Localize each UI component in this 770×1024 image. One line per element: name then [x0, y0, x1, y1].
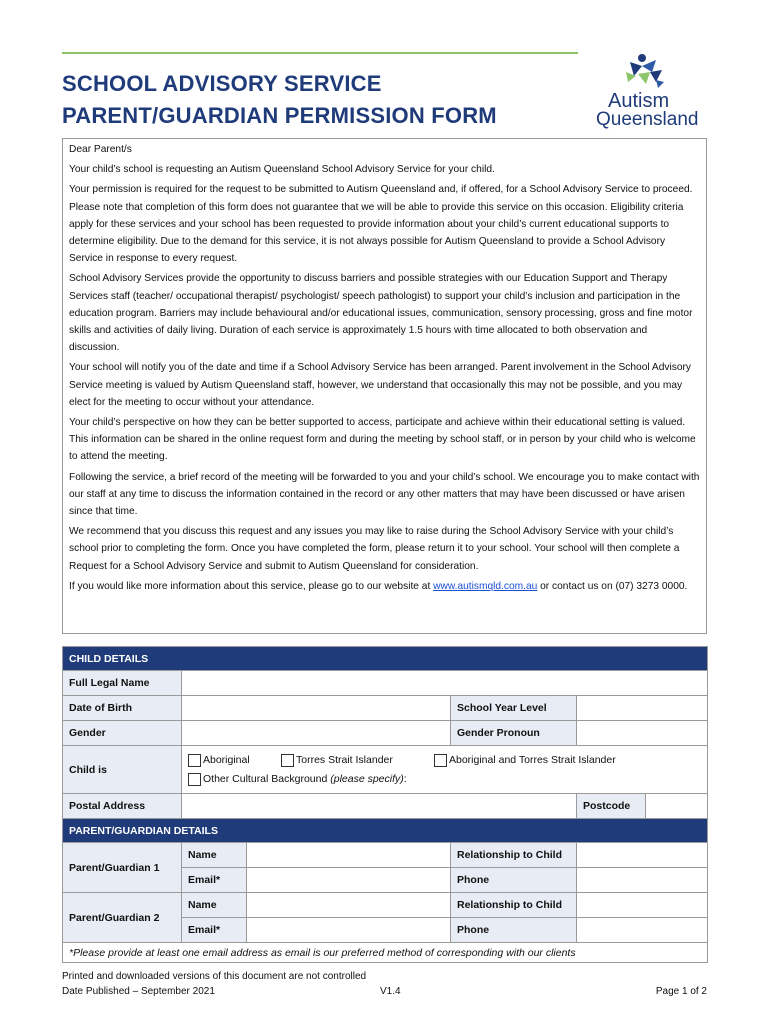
website-link[interactable]: www.autismqld.com.au	[433, 580, 538, 592]
parent-2-email-label: Email*	[182, 918, 247, 943]
logo-text-autism: Autism	[608, 90, 670, 112]
contact-text: If you would like more information about this service, please go to our website at	[69, 580, 434, 592]
intro-letter	[62, 138, 707, 634]
gender-field[interactable]	[182, 721, 451, 746]
footer-control-note: Printed and downloaded versions of this document are not controlled	[62, 971, 367, 982]
parent-1-relationship-label: Relationship to Child	[451, 843, 577, 868]
letter-paragraph: Your permission is required for the request to be submitted to Autism Queensland and, if offered, for a School Advisory Service to proceed. Please note that completion of this form does not guarantee that we will be able to provide this service on this occasion. Eligibility criteria apply for these services and your school has been requested to provide information about your child’s current educational supports to determine eligibility. Due to the demand for this service, it is not always possible for Autism Queensland to provide a School Advisory Service in response to every request.	[69, 184, 693, 265]
details-form-table	[62, 646, 708, 963]
gender-label: Gender	[63, 721, 182, 746]
page-footer	[62, 969, 707, 999]
footer-version: V1.4	[380, 986, 401, 997]
other-background-text: Other Cultural Background	[203, 773, 331, 785]
please-specify-text: (please specify)	[330, 773, 404, 785]
letter-paragraph: Your child’s school is requesting an Autism Queensland School Advisory Service for your child.	[69, 164, 495, 176]
torres-strait-checkbox[interactable]	[281, 754, 294, 767]
footer-date-published: Date Published – September 2021	[62, 986, 215, 997]
postal-address-label: Postal Address	[63, 794, 182, 819]
aboriginal-checkbox[interactable]	[188, 754, 201, 767]
parent-2-phone-field[interactable]	[577, 918, 708, 943]
aboriginal-option-label: Aboriginal	[203, 754, 250, 766]
parent-2-email-field[interactable]	[247, 918, 451, 943]
dob-label: Date of Birth	[63, 696, 182, 721]
pronoun-field[interactable]	[577, 721, 708, 746]
letter-paragraph: Your child’s perspective on how they can be better supported to access, participate and achieve within their educational setting is valued. This information can be shared in the online request form and during the meeting by school staff, or in person by your child who is welcome to attend the meeting.	[69, 417, 696, 463]
colon-text: :	[403, 773, 407, 785]
dob-field[interactable]	[182, 696, 451, 721]
butterfly-logo-icon	[620, 52, 680, 92]
year-level-label: School Year Level	[451, 696, 577, 721]
autism-queensland-logo	[590, 52, 710, 132]
parent-1-phone-field[interactable]	[577, 868, 708, 893]
parent-1-relationship-field[interactable]	[577, 843, 708, 868]
contact-phone-text: or contact us on (07) 3273 0000.	[537, 580, 688, 592]
child-details-header: CHILD DETAILS	[63, 647, 708, 671]
parent-2-relationship-label: Relationship to Child	[451, 893, 577, 918]
postcode-label: Postcode	[577, 794, 646, 819]
cultural-background-options	[182, 746, 708, 794]
full-name-label: Full Legal Name	[63, 671, 182, 696]
logo-text-queensland: Queensland	[596, 109, 699, 130]
torres-strait-option-label: Torres Strait Islander	[296, 754, 393, 766]
aboriginal-and-tsi-checkbox[interactable]	[434, 754, 447, 767]
parent-1-name-label: Name	[182, 843, 247, 868]
header-rule	[62, 52, 578, 54]
letter-contact-paragraph	[69, 578, 700, 595]
pronoun-label: Gender Pronoun	[451, 721, 577, 746]
email-note: *Please provide at least one email address as email is our preferred method of corresponding with our clients	[63, 943, 708, 963]
full-name-field[interactable]	[182, 671, 708, 696]
other-background-label	[203, 773, 407, 785]
letter-paragraph: Your school will notify you of the date and time if a School Advisory Service has been arranged. Parent involvement in the School Advisory Service meeting is valued by Autism Queensland staff, however, we understand that occasionally this may not be possible, and you may elect for the meeting to occur without your attendance.	[69, 362, 691, 408]
footer-page-number: Page 1 of 2	[655, 986, 707, 997]
letter-paragraph: Following the service, a brief record of the meeting will be forwarded to you and your child’s school. We encourage you to make contact with our staff at any time to discuss the information contained in the record or any other matters that may have been discussed or have arisen since that time.	[69, 471, 700, 518]
parent-1-name-field[interactable]	[247, 843, 451, 868]
child-is-label: Child is	[63, 746, 182, 794]
parent-2-name-field[interactable]	[247, 893, 451, 918]
letter-paragraph: We recommend that you discuss this request and any issues you may like to raise during the School Advisory Service with your child’s school prior to completing the form. Once you have completed the form, please return it to your school. Your school will then complete a Request for a School Advisory Service and submit to Autism Queensland for consideration.	[69, 526, 680, 572]
parent-2-name-label: Name	[182, 893, 247, 918]
aboriginal-and-tsi-option-label: Aboriginal and Torres Strait Islander	[449, 754, 616, 766]
letter-paragraph: School Advisory Services provide the opportunity to discuss barriers and possible strategies with our Education Support and Therapy Services staff (teacher/ occupational therapist/ psychologist/ speech pathologist) to support your child’s inclusion and participation in the education program. Barriers may include behavioural and/or educational issues, communication, sensory processing, gross and fine motor skills and activities of daily living. Duration of each service is approximately 1.5 hours with time allocated to both observation and discussion.	[69, 273, 693, 354]
postcode-field[interactable]	[646, 794, 708, 819]
year-level-field[interactable]	[577, 696, 708, 721]
parent-1-email-label: Email*	[182, 868, 247, 893]
postal-address-field[interactable]	[182, 794, 577, 819]
parent-details-header: PARENT/GUARDIAN DETAILS	[63, 819, 708, 843]
title-line-2: PARENT/GUARDIAN PERMISSION FORM	[62, 103, 497, 128]
parent-2-phone-label: Phone	[451, 918, 577, 943]
parent-2-label: Parent/Guardian 2	[63, 893, 182, 943]
page-title	[62, 68, 497, 132]
parent-2-relationship-field[interactable]	[577, 893, 708, 918]
other-background-checkbox[interactable]	[188, 773, 201, 786]
parent-1-phone-label: Phone	[451, 868, 577, 893]
parent-1-label: Parent/Guardian 1	[63, 843, 182, 893]
letter-greeting: Dear Parent/s	[69, 144, 132, 155]
parent-1-email-field[interactable]	[247, 868, 451, 893]
title-line-1: SCHOOL ADVISORY SERVICE	[62, 71, 382, 96]
